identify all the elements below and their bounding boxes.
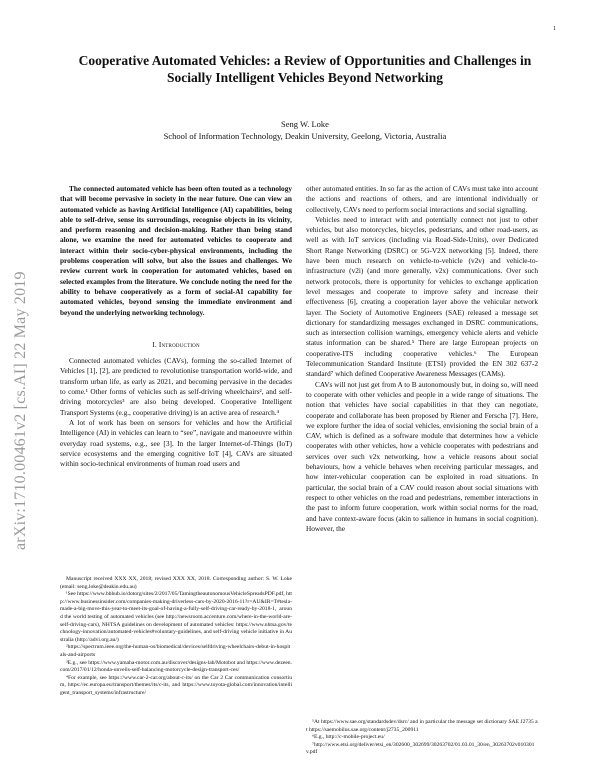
body-paragraph: other automated entities. In so far as the action of CAVs must take into account the actions and reactions of others, and are intentional individually or collectively, CAVs need to perform social interactions and social signalling. [306, 184, 538, 214]
author-block [60, 118, 550, 142]
author-name: Seng W. Loke [281, 119, 329, 129]
footnote: ⁵At https://www.sae.org/standardsdev/dsrc/ and in particular the message set dictionary SAE J2735 at https://saemobilus.sae.org/content/j2735_200911 [306, 719, 538, 733]
abstract: The connected automated vehicle has been often touted as a technology that will become pervasive in society in the near future. One can view an automated vehicle as having Artificial Intelligence (AI) capabilities, being able to self-drive, sense its surroundings, recognise objects in its vicinity, and perform reasoning and decision-making. Rather than being stand alone, we examine the need for automated vehicles to cooperate and interact within their socio-cyber-physical environments, including the problems cooperation will solve, but also the issues and challenges. We review current work in cooperation for automated vehicles, based on selected examples from the literature. We conclude noting the need for the ability to behave cooperatively as a form of social-AI capability for automated vehicles, beyond sensing the immediate environment and beyond the underlying networking technology. [60, 184, 292, 317]
page-number: 1 [553, 26, 556, 32]
arxiv-identifier: arXiv:1710.00461v2 [cs.AI] 22 May 2019 [12, 271, 29, 550]
footnote: ⁶E.g., http://c-mobile-project.eu/ [312, 734, 385, 741]
section-heading-introduction: I. Introduction [152, 339, 200, 349]
author-affiliation: School of Information Technology, Deakin University, Geelong, Victoria, Australia [163, 131, 447, 141]
footnote: ⁴For example, see https://www.car-2-car.org/about-c-its/ on the Car 2 Car communication consortium, https://ec.europa.eu/transport/themes/its/c-its, and https://www.toyota-global.com/innovation/intelligent_transport_systems/infrastructure/ [60, 674, 292, 696]
left-column [60, 184, 292, 469]
footnote: ³E.g., see https://www.yamaha-motor.com.au/discover/designs-lab/Motobot and https://www.dezeen.com/2017/01/12/honda-unveils-self-balancing-motorcycle-design-transport-ces/ [60, 659, 292, 674]
body-paragraph: Vehicles need to interact with and potentially connect not just to other vehicles, but also motorcycles, bicycles, pedestrians, and other road-users, as well as with IoT services (including via Road-Side-Units), over Dedicated Short Range Networking (DSRC) or 5G-V2X networking [5]. Indeed, there have been much research on vehicle-to-vehicle (v2v) and vehicle-to-infrastructure (v2i) (and more generally, v2x) communications. Over such network protocols, there is opportunity for vehicles to exchange application level messages and cooperate to improve safety and increase their effectiveness [6], creating a cooperation layer above the vehicular network layer. The Society of Automotive Engineers (SAE) released a message set dictionary for standardizing messages exchanged in DSRC communications, such as intersection collision warnings, emergency vehicle alerts and vehicle status information can be shared.⁵ There are large European projects on cooperative-ITS including cooperative vehicles.⁶ The European Telecommunication Standard Institute (ETSI) provided the EN 302 637-2 standard⁷ which defined Cooperative Awareness Messages (CAMs). [306, 214, 538, 379]
body-paragraph: A lot of work has been on sensors for vehicles and how the Artificial Intelligence (AI) in vehicles can learn to “see”, navigate and manoeuvre within everyday road systems, e.g., see [3]. In the larger Internet-of-Things (IoT) service ecosystems and the emerging cognitive IoT [4], CAVs are situated within socio-technical environments of human road users and [60, 417, 292, 469]
body-paragraph: Connected automated vehicles (CAVs), forming the so-called Internet of Vehicles [1], [2], are predicted to revolutionise transportation world-wide, and transform urban life, as early as 2021, and becoming pervasive in the decades to come.¹ Other forms of vehicles such as self-driving wheelchairs², and self-driving motorcycles³ are also being developed. Cooperative Intelligent Transport Systems (e.g., cooperative driving) is an active area of research.⁴ [60, 356, 292, 417]
body-paragraph: CAVs will not just get from A to B autonomously but, in doing so, will need to cooperate with other vehicles and people in a wide range of situations. The notion that vehicles have social capabilities in that they can negotiate, cooperate and collaborate has been proposed by Riener and Ferscha [7]. Here, we explore further the idea of social vehicles, envisioning the social brain of a CAV, which is defined as a software module that determines how a vehicle cooperates with other vehicles, how a vehicle cooperates with pedestrians and services over such v2x networking, how a vehicle reasons about social behaviours, how a vehicle behaves when receiving particular messages, and how inter-vehicular cooperation can be exploited in road situations. In particular, the social brain of a CAV could reason about social situations with respect to other vehicles on the road and pedestrians, remember interactions in the past to inform future cooperation, work within social norms for the road, and have context-aware focus (akin to salience in humans in social cognition). However, the [306, 379, 538, 533]
footnote: ⁷http://www.etsi.org/deliver/etsi_en/302600_302699/30263702/01.03.01_30/en_30263702v010301v.pdf [306, 741, 535, 756]
right-column [306, 184, 538, 534]
footnotes-right [306, 719, 538, 757]
footnotes-left [60, 576, 292, 698]
footnote: ¹See https://www.bbhub.io/dotorg/sites/2/2017/05/TamingtheautonomousVehicleSpreadsPDF.pdf, http://www.businessinsider.com/companies-making-driverless-cars-by-2020-2016-11?r=AU&IR=T#tesla-made-a-big-move-this-year-to-meet-its-goal-of-having-a-fully-self-driving-car-ready-by-2018-1, around the world testing of automated vehicles (see http://newsroom.accenture.com/where-in-the-world-are-self-driving-cars), NHTSA guidelines on development of automated vehicles: https://www.nhtsa.gov/technology-innovation/automated-vehicles#voluntary-guidelines, and self-driving vehicle initiative in Australia (http://advi.org.au/) [60, 591, 292, 643]
paper-title: Cooperative Automated Vehicles: a Review of Opportunities and Challenges in Socially Intelligent Vehicles Beyond Networking [78, 53, 532, 85]
footnote: ²https://spectrum.ieee.org/the-human-os/biomedical/devices/selfdriving-wheelchairs-debut-in-hospitals-and-airports [60, 644, 291, 658]
footnote: Manuscript received XXX XX, 2018; revised XXX XX, 2018. Corresponding author: S. W. Loke (email: seng.loke@deakin.edu.au) [60, 576, 292, 590]
